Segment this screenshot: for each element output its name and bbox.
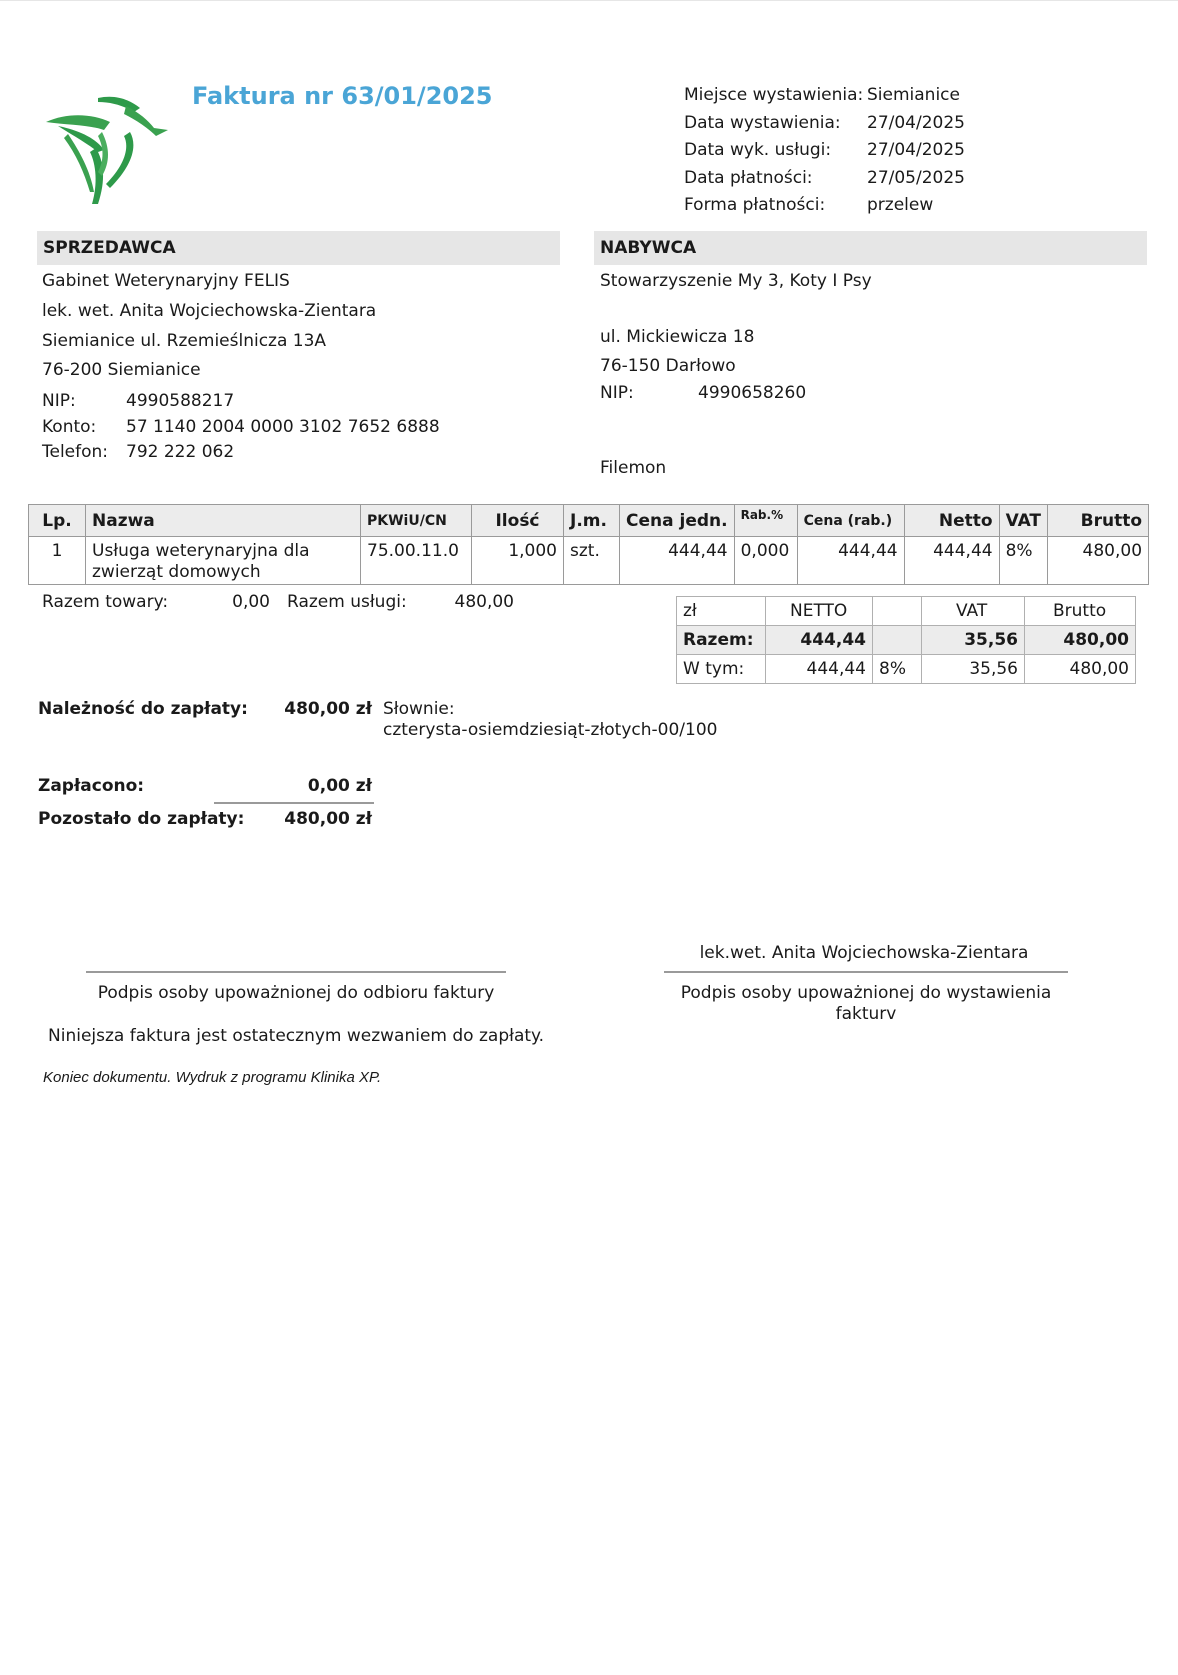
summary-incl-net: 444,44 [766,655,873,684]
seller-heading: SPRZEDAWCA [37,231,560,265]
seller-name: Gabinet Weterynaryjny FELIS [42,271,290,291]
col-discount: Rab.% [734,505,797,537]
table-row [29,537,1149,585]
final-notice: Niniejsza faktura jest ostatecznym wezwaniem do zapłaty. [48,1026,545,1046]
cell-qty: 1,000 [472,537,564,585]
cell-lp: 1 [29,537,86,585]
buyer-nip-value: 4990658260 [698,383,807,403]
summary-gross-header: Brutto [1025,597,1136,626]
seller-nip [42,391,234,411]
meta-label: Data płatności: [684,167,813,188]
summary-net-header: NETTO [766,597,873,626]
buyer-heading: NABYWCA [594,231,1147,265]
cell-unit: szt. [564,537,620,585]
remaining-value: 480,00 zł [284,809,372,829]
clinic-logo-icon [38,92,168,204]
summary-currency: zł [677,597,766,626]
col-pkwiu: PKWiU/CN [361,505,472,537]
cell-net: 444,44 [904,537,999,585]
meta-row-issue-date [684,110,965,138]
seller-street: Siemianice ul. Rzemieślnicza 13A [42,331,327,351]
seller-city: 76-200 Siemianice [42,360,201,380]
seller-phone-label: Telefon: [42,442,109,462]
cell-name: Usługa weterynaryjna dla zwierząt domowych [86,537,361,585]
seller-account-value: 57 1140 2004 0000 3102 7652 6888 [126,417,440,437]
goods-total-value: 0,00 [232,592,270,612]
col-qty: Ilość [472,505,564,537]
meta-value: 27/04/2025 [867,112,965,133]
document-footer: Koniec dokumentu. Wydruk z programu Klinika XP. [43,1069,382,1086]
summary-vat-header: VAT [922,597,1025,626]
summary-incl-row [677,655,1136,684]
page-top-border [0,0,1178,1]
amount-words: czterysta-osiemdziesiąt-złotych-00/100 [383,720,718,740]
summary-total-label: Razem: [677,626,766,655]
seller-account-label: Konto: [42,417,97,437]
amount-due-label: Należność do zapłaty: [38,699,248,719]
invoice-meta [684,82,965,220]
summary-incl-gross: 480,00 [1025,655,1136,684]
col-vat: VAT [999,505,1047,537]
col-price: Cena jedn. [620,505,735,537]
seller-account [42,417,440,437]
paid-label: Zapłacono: [38,776,145,796]
seller-phone-value: 792 222 062 [126,442,235,462]
buyer-nip-label: NIP: [600,383,634,403]
issuer-signature-caption: Podpis osoby upoważnionej do wystawienia fakturv [680,983,1052,1024]
buyer-city: 76-150 Darłowo [600,356,736,376]
cell-price: 444,44 [620,537,735,585]
meta-row-payment-date [684,165,965,193]
summary-rate-header [873,597,922,626]
paid-value: 0,00 zł [307,776,372,796]
summary-incl-rate: 8% [873,655,922,684]
issuer-signature-line [664,971,1068,973]
cell-gross: 480,00 [1048,537,1149,585]
issuer-name: lek.wet. Anita Wojciechowska-Zientara [699,943,1029,963]
summary-total-vat: 35,56 [922,626,1025,655]
buyer-name: Stowarzyszenie My 3, Koty I Psy [600,271,872,291]
col-price-discounted: Cena (rab.) [797,505,904,537]
seller-phone [42,442,234,462]
services-total-label: Razem usługi: [287,592,407,612]
buyer-nip [600,383,806,403]
items-table [28,504,1149,585]
meta-value: Siemianice [867,85,960,105]
receiver-signature-line [86,971,506,973]
goods-total-label: Razem towary: [42,592,169,612]
summary-total-row [677,626,1136,655]
cell-pkwiu: 75.00.11.0 [361,537,472,585]
meta-value: 27/04/2025 [867,140,965,160]
seller-person: lek. wet. Anita Wojciechowska-Zientara [42,301,377,321]
meta-label: Forma płatności: [684,195,826,215]
col-lp: Lp. [29,505,86,537]
cell-vat: 8% [999,537,1047,585]
col-unit: J.m. [564,505,620,537]
buyer-street: ul. Mickiewicza 18 [600,327,755,347]
meta-row-payment-method [684,192,965,220]
meta-row-place [684,82,965,110]
vat-summary-table [676,596,1136,684]
invoice-title: Faktura nr 63/01/2025 [192,82,493,110]
summary-header-row [677,597,1136,626]
items-header-row [29,505,1149,537]
col-name: Nazwa [86,505,361,537]
amount-due-value: 480,00 zł [284,699,372,719]
remaining-label: Pozostało do zapłaty: [38,809,245,829]
meta-label: Data wystawienia: [684,112,841,133]
seller-nip-value: 4990588217 [126,391,235,411]
meta-row-service-date [684,137,965,165]
meta-label: Data wyk. usługi: [684,140,832,160]
col-gross: Brutto [1048,505,1149,537]
meta-value: przelew [867,195,934,215]
summary-total-rate [873,626,922,655]
cell-price-discounted: 444,44 [797,537,904,585]
summary-total-net: 444,44 [766,626,873,655]
paid-divider [214,802,374,804]
summary-incl-vat: 35,56 [922,655,1025,684]
summary-incl-label: W tym: [677,655,766,684]
services-total-value: 480,00 [454,592,514,612]
meta-label: Miejsce wystawienia: [684,85,864,105]
meta-value: 27/05/2025 [867,167,965,188]
receiver-signature-caption: Podpis osoby upoważnionej do odbioru faktury [97,983,495,1003]
cell-discount: 0,000 [734,537,797,585]
buyer-note: Filemon [600,458,667,478]
col-net: Netto [904,505,999,537]
amount-words-label: Słownie: [383,699,455,719]
summary-total-gross: 480,00 [1025,626,1136,655]
seller-nip-label: NIP: [42,391,76,411]
